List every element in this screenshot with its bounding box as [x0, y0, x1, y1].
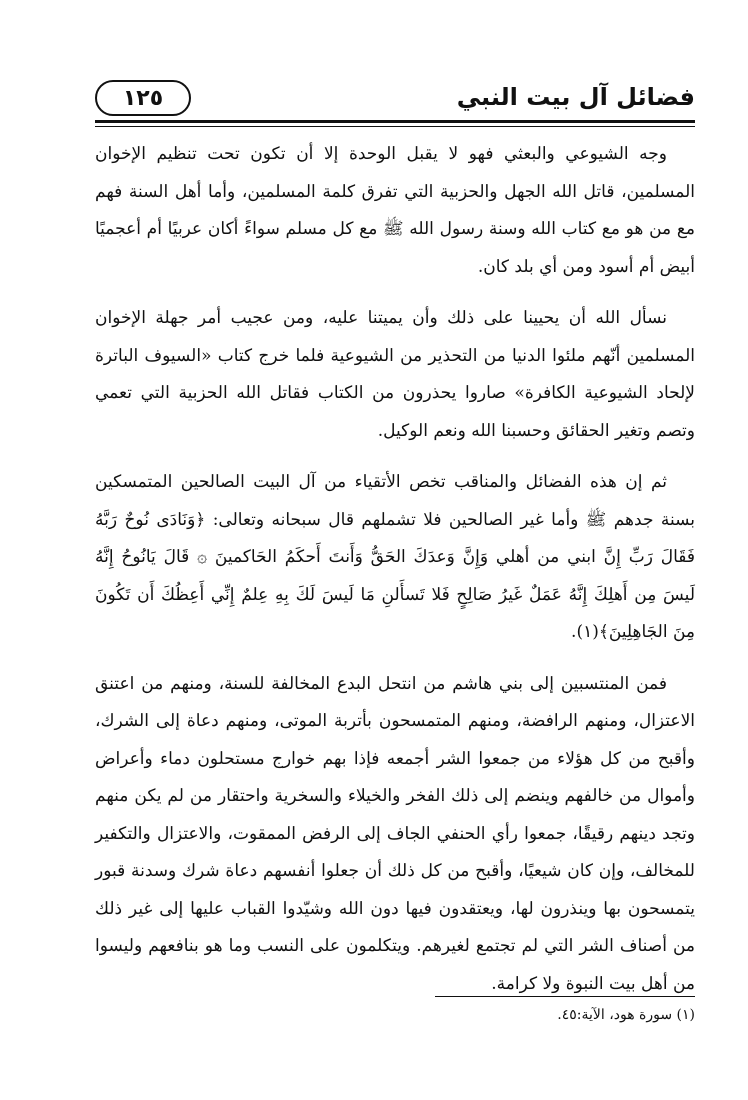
paragraph-1: وجه الشيوعي والبعثي فهو لا يقبل الوحدة إلا أن تكون تحت تنظيم الإخوان المسلمين، قاتل الله الجهل والحزبية التي تفرق كلمة المسلمين، وأما أهل السنة فهم مع من هو مع كتاب الله وسنة رسول الله ﷺ مع كل مسلم سواءً أكان عربيًا أم أعجميًا أبيض أم أسود ومن أي بلد كان.	[95, 144, 695, 277]
running-title: فضائل آل بيت النبي	[456, 83, 695, 111]
header-rule-thin	[95, 126, 695, 127]
paragraph-2: نسأل الله أن يحيينا على ذلك وأن يميتنا عليه، ومن عجيب أمر جهلة الإخوان المسلمين أنّهم ملئوا الدنيا من التحذير من الشيوعية فلما خرج كتاب «السيوف الباترة لإلحاد الشيوعية الكافرة» صاروا يحذرون من الكتاب فقاتل الله الحزبية التي تعمي وتصم وتغير الحقائق وحسبنا الله ونعم الوكيل.	[95, 308, 695, 441]
paragraph-4: فمن المنتسبين إلى بني هاشم من انتحل البدع المخالفة للسنة، ومنهم من اعتنق الاعتزال، ومنهم الرافضة، ومنهم المتمسحون بأتربة الموتى، ومنهم دعاة إلى الشرك، وأقبح من كل هؤلاء من جمعوا الشر أجمعه فإذا بهم خوارج مستحلون دماء وأعراض وأموال من خالفهم وينضم إلى ذلك الفخر والخيلاء والسخرية واحتقار من لم يكن منهم وتجد دينهم رقيقًا، جمعوا رأي الحنفي الجاف إلى الرفض الممقوت، والاعتزال والتكفير للمخالف، وإن كان شيعيًا، وأقبح من كل ذلك أن جعلوا أنفسهم دعاة شرك وسدنة قبور يتمسحون بها وينذرون لها، ويعتقدون فيها دون الله وشيّدوا القباب عليها إلى غير ذلك من أصناف الشر التي لم تجتمع لغيرهم. ويتكلمون على النسب وما هو بنافعهم وليسوا من أهل بيت النبوة ولا كرامة.	[95, 673, 695, 994]
header-rule	[95, 120, 695, 123]
page-number: ١٢٥	[95, 80, 191, 116]
footnote: (١) سورة هود، الآية:٤٥.	[557, 1007, 695, 1023]
body-text	[95, 136, 695, 1017]
paragraph-3: ثم إن هذه الفضائل والمناقب تخص الأتقياء من آل البيت الصالحين المتمسكين بسنة جدهم ﷺ وأما غير الصالحين فلا تشملهم قال سبحانه وتعالى: ﴿وَنَادَى نُوحٌ رَبَّهُ فَقَالَ رَبِّ إِنَّ ابني من أهلي وَإِنَّ وَعدَكَ الحَقُّ وَأَنتَ أَحكَمُ الحَاكمينَ ۞ قَالَ يَانُوحُ إِنَّهُ لَيسَ مِن أَهلِكَ إِنَّهُ عَمَلٌ غَيرُ صَالِحٍ فَلا تَسأَلنِ مَا لَيسَ لَكَ بِهِ عِلمٌ إِنِّي أَعِظُكَ أَن تَكُونَ مِنَ الجَاهِلِينَ﴾(١).	[95, 472, 695, 642]
page-header	[95, 76, 695, 126]
footnote-rule	[435, 996, 695, 997]
